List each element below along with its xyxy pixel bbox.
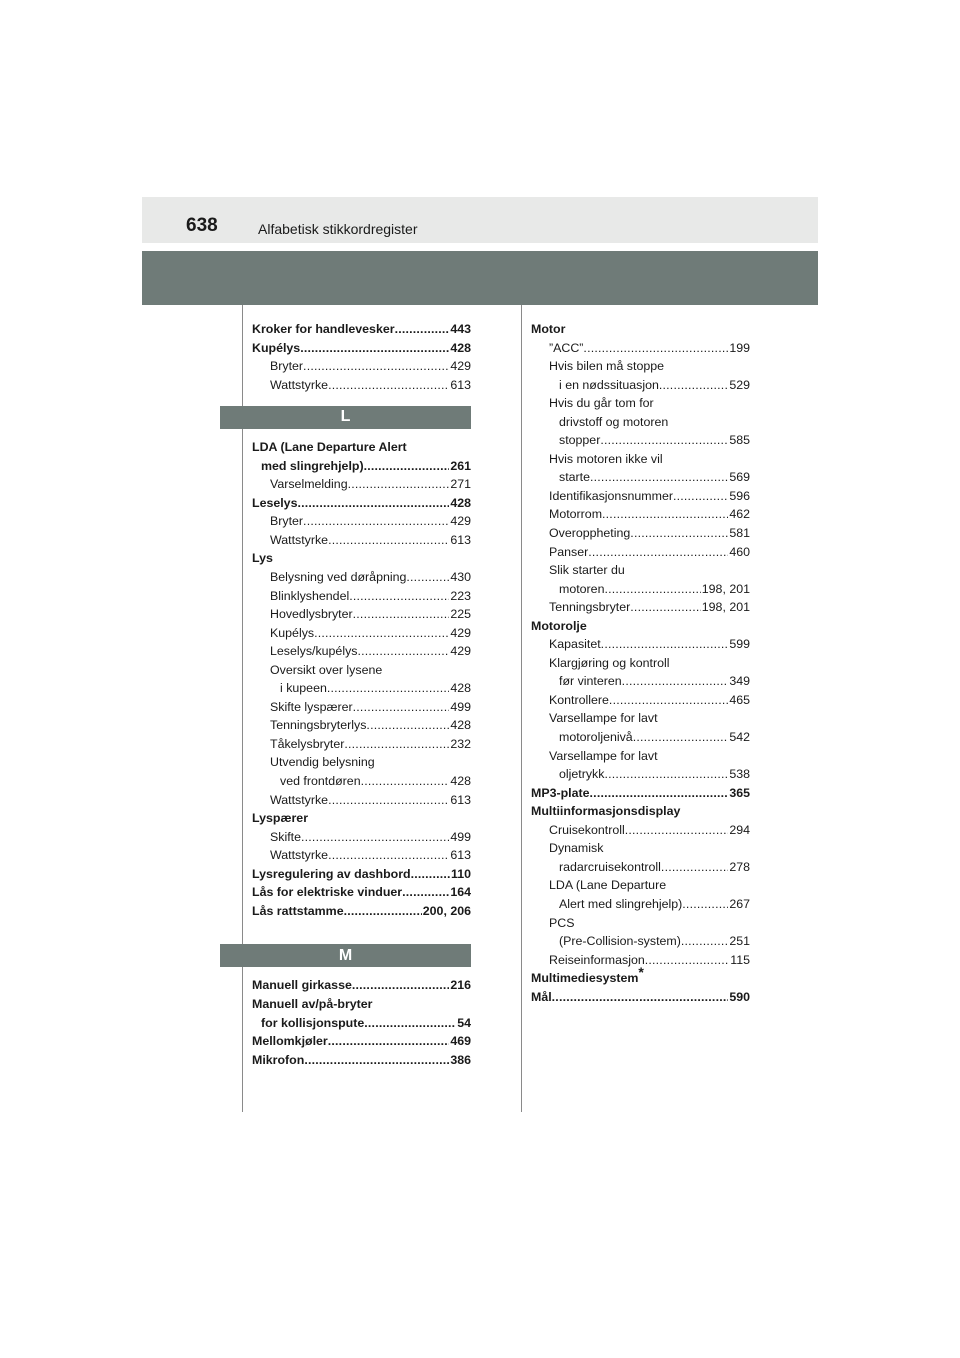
index-subentry: Kapasitet ..... 599: [531, 635, 750, 654]
index-subentry: Kupélys ..... 429: [252, 624, 471, 643]
index-subentry: Bryter ..... 429: [252, 357, 471, 376]
index-subentry: Tenningsbryterlys ..... 428: [252, 716, 471, 735]
index-entry: Kupélys ..... 428: [252, 339, 471, 358]
index-subentry-continued: før vinteren ..... 349: [531, 672, 750, 691]
page-number: 638: [186, 215, 218, 236]
index-subentry: Bryter ..... 429: [252, 512, 471, 531]
index-subentry: Identifikasjonsnummer ..... 596: [531, 487, 750, 506]
index-subentry: Tenningsbryter ..... 198, 201: [531, 598, 750, 617]
index-entry: Manuell av/på-bryter: [252, 996, 373, 1011]
index-subentry: Varsellampe for lavt: [549, 711, 658, 726]
index-subentry: Overoppheting ..... 581: [531, 524, 750, 543]
index-entry: Multiinformasjonsdisplay: [531, 804, 681, 819]
index-subentry: Cruisekontroll ..... 294: [531, 821, 750, 840]
index-subentry: Wattstyrke ..... 613: [252, 531, 471, 550]
index-subentry-continued: motoroljenivå ..... 542: [531, 728, 750, 747]
index-subentry-continued: i en nødssituasjon ..... 529: [531, 376, 750, 395]
index-subentry: Skifte ..... 499: [252, 828, 471, 847]
index-subentry-continued: i kupeen ..... 428: [252, 679, 471, 698]
index-subentry: Panser ..... 460: [531, 543, 750, 562]
index-subentry: Hvis bilen må stoppe: [549, 359, 665, 374]
index-subentry-continued: radarcruisekontroll ..... 278: [531, 858, 750, 877]
index-subentry: Dynamisk: [549, 841, 604, 856]
index-subentry-continued: oljetrykk ..... 538: [531, 765, 750, 784]
index-subentry: Belysning ved døråpning ..... 430: [252, 568, 471, 587]
index-subentry-continued: stopper ..... 585: [531, 431, 750, 450]
index-subentry: Hvis du går tom for: [549, 396, 654, 411]
index-subentry: Varsellampe for lavt: [549, 748, 658, 763]
index-subentry: Leselys/kupélys ..... 429: [252, 642, 471, 661]
footnote-asterisk: *: [638, 964, 644, 981]
index-subentry: PCS: [549, 915, 575, 930]
right-column-rule: [521, 305, 522, 1112]
index-entry: Mellomkjøler ..... 469: [252, 1032, 471, 1051]
index-subentry: Tåkelysbryter ..... 232: [252, 735, 471, 754]
index-subentry: Klargjøring og kontroll: [549, 655, 670, 670]
index-entry: Lås for elektriske vinduer ..... 164: [252, 883, 471, 902]
index-entry: Leselys ..... 428: [252, 494, 471, 513]
index-entry: Lysregulering av dashbord ..... 110: [252, 865, 471, 884]
index-subentry: Hovedlysbryter ..... 225: [252, 605, 471, 624]
index-entry: Lås rattstamme ..... 200, 206: [252, 902, 471, 921]
index-subentry-continued: starte ..... 569: [531, 468, 750, 487]
header-bar: [142, 251, 818, 305]
index-subentry: Wattstyrke ..... 613: [252, 791, 471, 810]
index-subentry-continued: Alert med slingrehjelp) ..... 267: [531, 895, 750, 914]
index-subentry: Wattstyrke ..... 613: [252, 376, 471, 395]
index-column-right: [531, 320, 750, 1006]
section-letter-l: L: [220, 406, 471, 429]
index-subentry: Kontrollere ..... 465: [531, 691, 750, 710]
index-subentry: Oversikt over lysene: [270, 662, 383, 677]
page-title: Alfabetisk stikkordregister: [258, 221, 418, 237]
index-entry-continued: med slingrehjelp) ..... 261: [252, 457, 471, 476]
index-subentry-continued: motoren ..... 198, 201: [531, 580, 750, 599]
index-column-left: [252, 320, 471, 1069]
header-band: [142, 197, 818, 243]
index-subentry: Hvis motoren ikke vil: [549, 451, 663, 466]
section-letter-m: M: [220, 944, 471, 967]
index-subentry: Slik starter du: [549, 563, 625, 578]
index-subentry: Reiseinformasjon ..... 115: [531, 951, 750, 970]
index-entry: Lyspærer: [252, 811, 309, 826]
index-entry: Motorolje: [531, 618, 587, 633]
index-subentry-continued: ved frontdøren ..... 428: [252, 772, 471, 791]
index-subentry-continued: drivstoff og motoren: [559, 414, 669, 429]
index-entry: MP3-plate ..... 365: [531, 784, 750, 803]
index-subentry: Motorrom ..... 462: [531, 505, 750, 524]
index-entry: Multimediesystem*: [531, 964, 644, 986]
index-entry: LDA (Lane Departure Alert: [252, 440, 407, 455]
index-entry: Kroker for handlevesker ..... 443: [252, 320, 471, 339]
index-subentry: Skifte lyspærer ..... 499: [252, 698, 471, 717]
index-entry: Mikrofon ..... 386: [252, 1051, 471, 1070]
index-subentry: Blinklyshendel ..... 223: [252, 587, 471, 606]
index-entry: Mål ..... 590: [531, 988, 750, 1007]
index-entry-continued: for kollisjonspute ..... 54: [252, 1014, 471, 1033]
index-entry: Lys: [252, 551, 273, 566]
index-subentry: Utvendig belysning: [270, 755, 375, 770]
index-entry: Motor: [531, 322, 566, 336]
index-subentry: LDA (Lane Departure: [549, 878, 667, 893]
index-subentry: Wattstyrke ..... 613: [252, 846, 471, 865]
index-entry: Manuell girkasse ..... 216: [252, 976, 471, 995]
index-subentry-continued: (Pre-Collision-system) ..... 251: [531, 932, 750, 951]
index-subentry: Varselmelding ..... 271: [252, 475, 471, 494]
index-subentry: ”ACC” ..... 199: [531, 339, 750, 358]
